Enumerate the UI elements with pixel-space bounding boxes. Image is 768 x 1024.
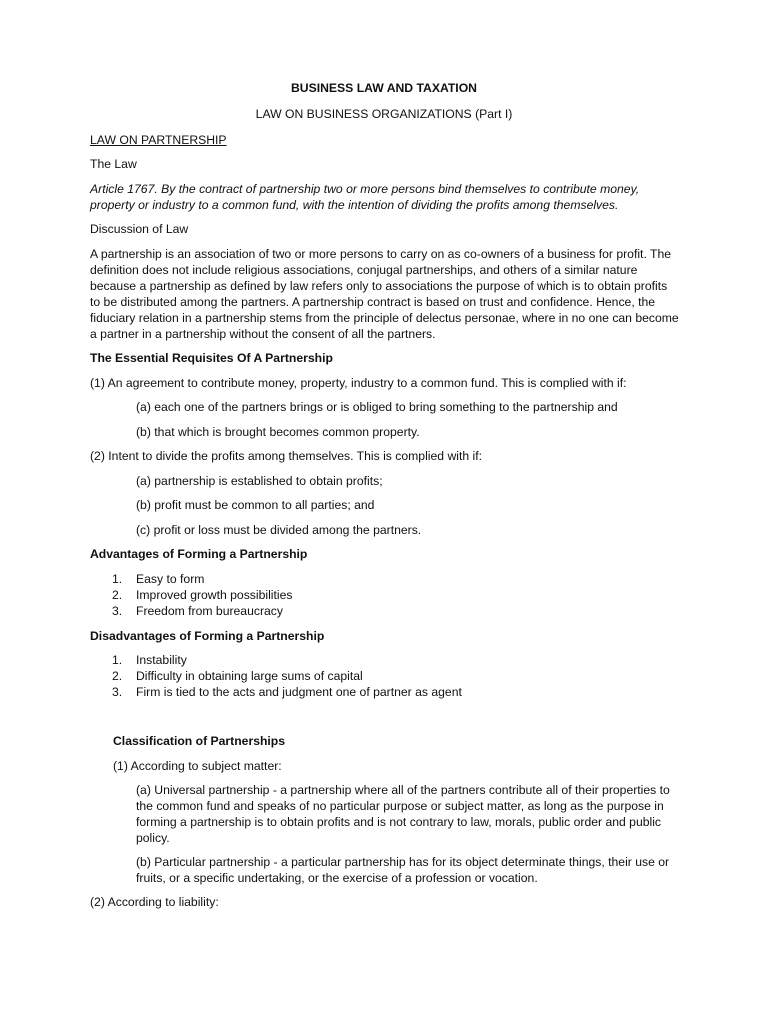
list-text: Difficulty in obtaining large sums of capital — [136, 669, 363, 683]
the-law-label: The Law — [90, 157, 137, 171]
discussion-label: Discussion of Law — [90, 222, 189, 236]
classification-1b: (b) Particular partnership - a particular partnership has for its object determinate things, their use or fruits, or a specific undertaking, or the exercise of a profession or vocation. — [136, 855, 670, 885]
requisite-1: (1) An agreement to contribute money, property, industry to a common fund. This is complied with if: — [90, 376, 627, 390]
document-title: BUSINESS LAW AND TAXATION — [291, 81, 477, 95]
article-text: Article 1767. By the contract of partnership two or more persons bind themselves to contribute money, property or industry to a common fund, with the intention of dividing the profits among themselves. — [90, 182, 640, 212]
list-number: 3. — [112, 604, 123, 618]
list-item — [112, 652, 462, 668]
list-item — [112, 668, 462, 684]
disadvantages-heading: Disadvantages of Forming a Partnership — [90, 629, 325, 643]
requisite-2c: (c) profit or loss must be divided among the partners. — [136, 523, 422, 537]
list-item — [112, 603, 292, 619]
advantages-list — [112, 571, 292, 619]
requisite-2a: (a) partnership is established to obtain profits; — [136, 474, 383, 488]
disadvantages-list — [112, 652, 462, 700]
advantages-heading: Advantages of Forming a Partnership — [90, 547, 308, 561]
list-text: Instability — [136, 653, 187, 667]
list-text: Improved growth possibilities — [136, 588, 293, 602]
list-text: Easy to form — [136, 572, 205, 586]
list-item — [112, 571, 292, 587]
requisite-1a: (a) each one of the partners brings or is obliged to bring something to the partnership and — [136, 400, 618, 414]
requisites-heading: The Essential Requisites Of A Partnership — [90, 351, 333, 365]
document-subtitle: LAW ON BUSINESS ORGANIZATIONS (Part I) — [255, 107, 513, 121]
classification-1a: (a) Universal partnership - a partnership where all of the partners contribute all of their properties to the common fund and speaks of no particular purpose or subject matter, as long as the purpose in forming a partnership is to obtain profits and is not contrary to law, morals, public order and public policy. — [136, 783, 670, 845]
classification-1: (1) According to subject matter: — [113, 759, 282, 773]
discussion-text: A partnership is an association of two or more persons to carry on as co-owners of a business for profit. The definition does not include religious associations, conjugal partnerships, and others of a similar nature because a partnership as defined by law refers only to associations the purpose of which is to obtain profits to be distributed among the partners. A partnership contract is based on trust and confidence. Hence, the fiduciary relation in a partnership stems from the principle of delectus personae, where in no one can become a partner in a partnership without the consent of all the partners. — [90, 247, 679, 341]
list-number: 2. — [112, 588, 123, 602]
classification-2: (2) According to liability: — [90, 895, 219, 909]
list-text: Firm is tied to the acts and judgment one of partner as agent — [136, 685, 462, 699]
requisite-2b: (b) profit must be common to all parties; and — [136, 498, 375, 512]
list-number: 2. — [112, 669, 123, 683]
list-number: 3. — [112, 685, 123, 699]
requisite-2: (2) Intent to divide the profits among themselves. This is complied with if: — [90, 449, 482, 463]
list-number: 1. — [112, 572, 123, 586]
list-text: Freedom from bureaucracy — [136, 604, 283, 618]
requisite-1b: (b) that which is brought becomes common property. — [136, 425, 420, 439]
classification-heading: Classification of Partnerships — [113, 734, 286, 748]
section-heading: LAW ON PARTNERSHIP — [90, 133, 227, 147]
list-number: 1. — [112, 653, 123, 667]
list-item — [112, 684, 462, 700]
list-item — [112, 587, 292, 603]
